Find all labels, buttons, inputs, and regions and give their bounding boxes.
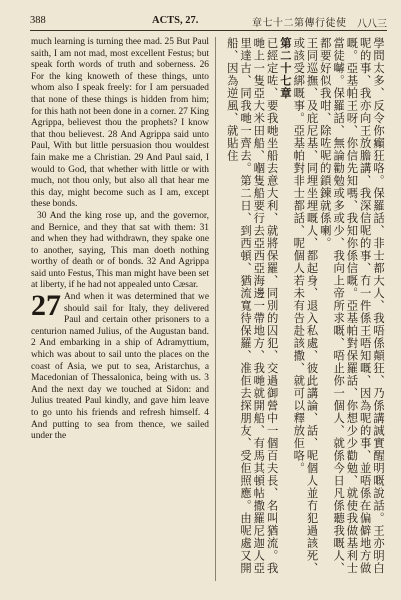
english-chapter-start [31, 289, 209, 443]
column-divider [215, 37, 216, 581]
chinese-running-title: 章七十二第傳行徒使 [252, 18, 347, 29]
page-header [30, 14, 387, 31]
page-number: 388 [30, 15, 46, 26]
english-column [31, 37, 209, 443]
chinese-paragraph-3: 已經定咗、要我哋坐船去意大利、就將保羅、同別的囚犯、交過御營中一個百夫長、名叫猶流。我哋上一隻亞大米田船、嗰隻船要行去亞西亞海邊一帶地方、我哋就開船、有馬其頓帖撒羅尼迦人亞里達古、同我哋一齊去。第二日、到西頓、猶流寬待保羅、准佢去探朋友、受佢照應。由呢處又開船、因為逆風、就貼住 [225, 37, 279, 575]
english-paragraph-3: And when it was determined that we should sail for Italy, they delivered Paul and certain other prisoners to a centurion named Julius, of the Augustan band. 2 And embarking in a ship of Adramyttium, which was about to sail unto the places on the coast of Asia, we put to sea, Aristarchus, a Macedonian of Thessalonica, being with us. 3 And the next day we touched at Sidon: and Julius treated Paul kindly, and gave him leave to go unto his friends and refresh himself. 4 And putting to sea from thence, we sailed under the [31, 292, 209, 442]
english-paragraph-1: much learning is turning thee mad. 25 But Paul saith, I am not mad, most excellent Festus; but speak forth words of truth and soberness. 26 For the king knoweth of these things, unto whom also I speak freely: for I am persuaded that none of these things is hidden from him; for this hath not been done in a corner. 27 King Agrippa, believest thou the prophets? I know that thou believest. 28 And Agrippa said unto Paul, With but little persuasion thou wouldest fain make me a Christian. 29 And Paul said, I would to God, that whether with little or with much, not thou only, but also all that hear me this day, might become such as I am, except these bonds. [31, 37, 209, 210]
chinese-paragraph-1: 學問太多、反令你癲狂咯。保羅話、非士都大人、我唔係顛狂、乃係講誠實醒明嘅說話。王亦明白呢的事、我亦向王放膽講、我深信呢的事、冇一件係王唔知嘅、因為呢的事、並唔係在偏僻地方做嘅。亞基帕王呀、你信先知嗎、我知你係信嘅。亞基帕對保羅話、你想少少勸勉、就使我做基利士當徒嚹。保羅話、無論勸勉或多或少、我向上帝所求嘅、唔止你一個人、就係今日凡係聽我嘅人、都要好似我咁、除咗呢的鎖鍊就係喇。 [318, 37, 385, 575]
english-paragraph-2: 30 And the king rose up, and the governor, and Bernice, and they that sat with them: 31 and when they had withdrawn, they spake one to another, saying, This man doeth nothing worthy of death or of bonds. 32 And Agrippa said unto Festus, This man might have been set at liberty, if he had not appealed unto Cæsar. [31, 210, 209, 291]
chinese-chapter-label: 第二十七章 [278, 37, 292, 100]
chinese-column [221, 37, 385, 585]
chinese-page-number: 八八三 [357, 19, 387, 30]
chapter-drop-numeral: 27 [31, 289, 61, 323]
chapter-reference: ACTS, 27. [152, 15, 199, 26]
chinese-paragraph-2: 王同巡撫、及庇尼基、同埋坐埋嘅人、都起身、退入私處、彼此講論、話、呢個人並冇犯過該死、或該受綁嘅事。亞基帕對非士都話、呢個人若未有告赴該撒、就可以釋放佢咯。 [292, 37, 319, 575]
